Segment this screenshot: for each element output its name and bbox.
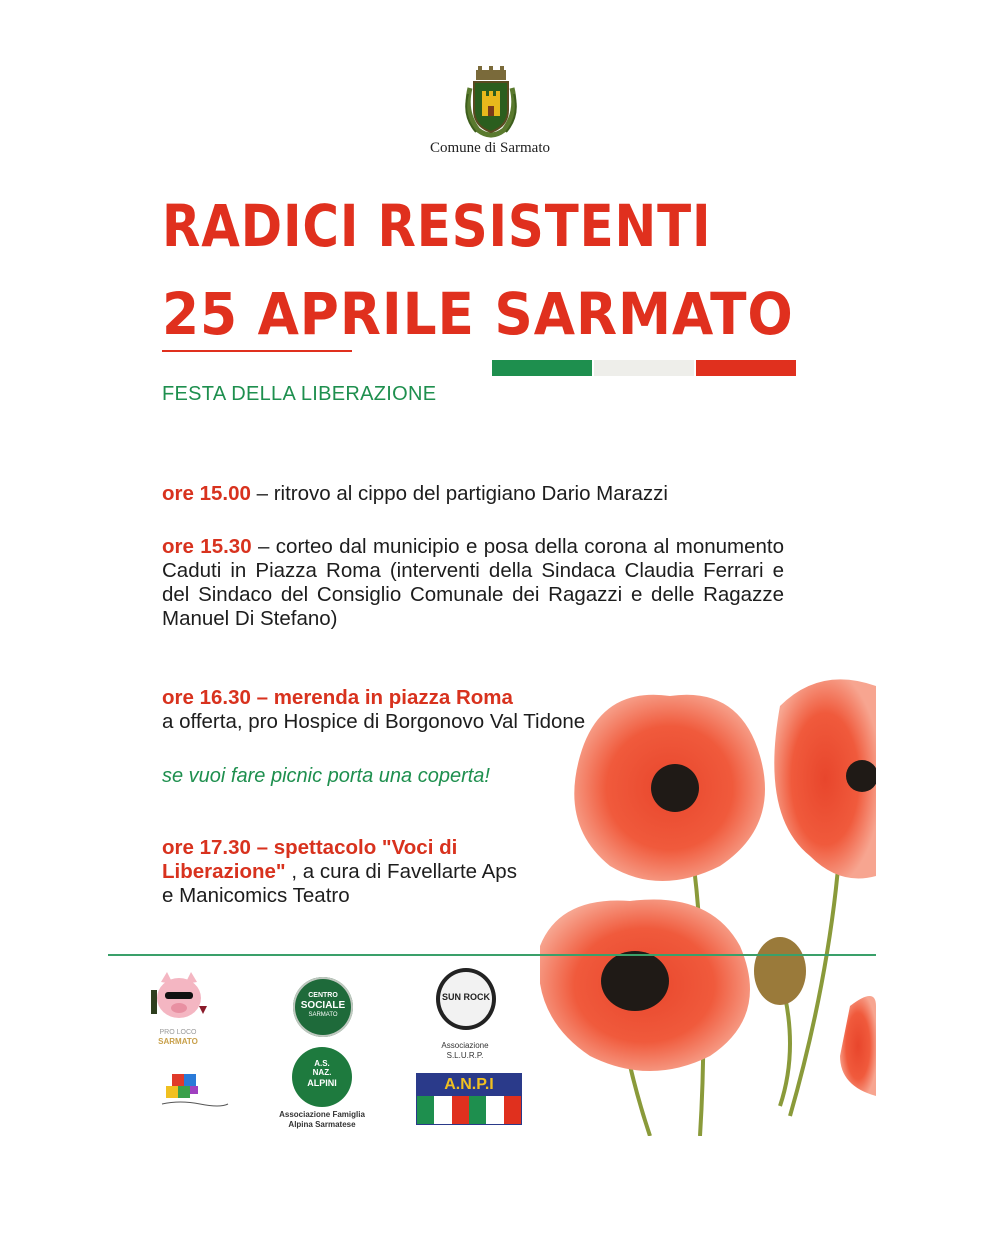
proloco-line1: PRO LOCO: [159, 1029, 197, 1036]
poppy-upper-left: [574, 695, 765, 881]
anpi-text: A.N.P.I: [417, 1074, 521, 1096]
program-time-4: ore 17.30: [162, 836, 251, 859]
program-time-2: ore 15.30: [162, 535, 252, 558]
centro-sociale-line3: SARMATO: [308, 1012, 338, 1018]
program-text-1: – ritrovo al cippo del partigiano Dario Marazzi: [250, 482, 668, 505]
event-subtitle: FESTA DELLA LIBERAZIONE: [162, 383, 437, 405]
picnic-note: se vuoi fare picnic porta una coperta!: [162, 765, 490, 787]
alpini-line2: NAZ.: [312, 1068, 332, 1077]
proloco-line2: SARMATO: [158, 1037, 198, 1046]
program-highlight-4: – spettacolo "Voci di Liberazione": [162, 836, 458, 883]
slurp-caption: Associazione S.L.U.R.P.: [441, 1041, 489, 1060]
puzzle-logo: [160, 1072, 230, 1110]
flag-band-green: [492, 360, 592, 376]
alpini-line1: A.S.: [314, 1059, 330, 1068]
program-highlight-3: – merenda in piazza Roma: [250, 686, 513, 709]
title-line-1: RADICI RESISTENTI: [162, 192, 712, 260]
program-text-3: a offerta, pro Hospice di Borgonovo Val Tidone: [162, 710, 586, 733]
proloco-logo: [145, 970, 211, 1046]
slurp-badge-text: SUN ROCK: [441, 992, 490, 1002]
section-divider: [108, 954, 876, 956]
alpini-line3: ALPINI: [307, 1078, 337, 1088]
poppy-right-edge: [840, 996, 876, 1096]
alpini-badge: [292, 1047, 352, 1107]
poppy-upper-right: [774, 679, 876, 878]
title-underline: [162, 350, 352, 352]
anpi-logo: [416, 1073, 522, 1125]
program-item-2: [162, 535, 784, 631]
centro-sociale-line1: CENTRO: [308, 992, 338, 999]
title-line-2: 25 APRILE SARMATO: [162, 280, 794, 348]
program-text-2: – corteo dal municipio e posa della corona al monumento Caduti in Piazza Roma (interventi della Sindaca Claudia Ferrari e del Sindaco del Consiglio Comunale dei Ragazzi e delle Ragazze Manuel Di Stefano): [162, 535, 784, 630]
municipality-name: Comune di Sarmato: [430, 140, 550, 156]
program-item-4: [162, 836, 522, 908]
centro-sociale-logo: [293, 977, 353, 1037]
alpini-caption: Associazione Famiglia Alpina Sarmatese: [279, 1110, 365, 1129]
puzzle-icon: [160, 1072, 230, 1110]
program-time-1: ore 15.00: [162, 482, 251, 505]
anpi-flags: [417, 1096, 521, 1124]
centro-sociale-line2: SOCIALE: [300, 1000, 346, 1011]
municipal-crest-icon: [458, 66, 524, 142]
program-item-1: [162, 482, 802, 506]
program-time-3: ore 16.30: [162, 686, 251, 709]
program-text-4: , a cura di Favellarte Aps e Manicomics Teatro: [162, 860, 517, 907]
slurp-badge: [436, 968, 496, 1030]
flag-band-red: [696, 360, 796, 376]
pig-icon: [145, 970, 211, 1024]
flag-band-white: [594, 360, 694, 376]
poppy-center: [540, 899, 750, 1071]
poppies-illustration: [540, 676, 876, 1136]
poppy-bud: [754, 937, 806, 1005]
